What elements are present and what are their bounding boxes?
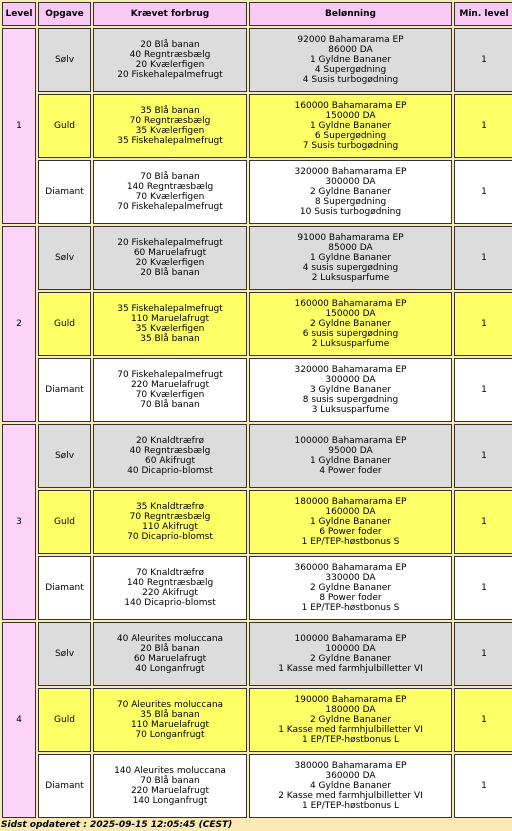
opgave-cell: Guld: [38, 292, 91, 356]
belonning-item: 91000 Bahamarama EP: [297, 233, 404, 243]
forbrug-item: 220 Maruelafrugt: [130, 380, 210, 390]
forbrug-item: 35 Blå banan: [140, 710, 200, 720]
min-level-cell: 1: [454, 622, 512, 686]
belonning-item: 1 EP/TEP-høstbonus L: [301, 801, 399, 811]
min-level-cell: 1: [454, 688, 512, 752]
belonning-item: 3 Gyldne Bananer: [309, 385, 392, 395]
level-cell: 4: [2, 622, 36, 818]
forbrug-item: 35 Kvælerfigen: [135, 126, 205, 136]
forbrug-cell: [93, 688, 247, 752]
belonning-item: 180000 Bahamarama EP: [294, 497, 407, 507]
opgave-cell: Sølv: [38, 226, 91, 290]
forbrug-cell: [93, 556, 247, 620]
forbrug-item: 35 Knaldtræfrø: [135, 502, 205, 512]
forbrug-item: 140 Regntræsbælg: [126, 182, 214, 192]
forbrug-item: 110 Akifrugt: [142, 522, 198, 532]
header-level: Level: [2, 2, 36, 26]
forbrug-item: 20 Blå banan: [140, 40, 200, 50]
belonning-cell: [249, 28, 452, 92]
forbrug-cell: [93, 94, 247, 158]
belonning-item: 2 Luksusparfume: [311, 273, 390, 283]
belonning-item: 330000 DA: [325, 573, 376, 583]
belonning-item: 6 Power foder: [319, 527, 382, 537]
header-opgave: Opgave: [38, 2, 91, 26]
belonning-cell: [249, 556, 452, 620]
belonning-item: 2 Kasse med farmhjulbilletter VI: [278, 791, 423, 801]
min-level-cell: 1: [454, 358, 512, 422]
belonning-item: 1 Gyldne Bananer: [309, 517, 392, 527]
forbrug-item: 220 Maruelafrugt: [130, 786, 210, 796]
table-row: [2, 94, 512, 158]
table-row: [2, 358, 512, 422]
belonning-item: 8 Power foder: [319, 593, 382, 603]
level-cell: 3: [2, 424, 36, 620]
forbrug-item: 20 Blå banan: [140, 644, 200, 654]
opgave-cell: Diamant: [38, 358, 91, 422]
forbrug-cell: [93, 358, 247, 422]
belonning-item: 1 Kasse med farmhjulbilletter VI: [278, 664, 423, 674]
min-level-cell: 1: [454, 754, 512, 818]
forbrug-cell: [93, 622, 247, 686]
table-row: [2, 754, 512, 818]
min-level-cell: 1: [454, 292, 512, 356]
belonning-cell: [249, 358, 452, 422]
forbrug-item: 140 Aleurites moluccana: [114, 766, 226, 776]
belonning-item: 360000 Bahamarama EP: [294, 563, 407, 573]
belonning-item: 7 Susis turbogødning: [302, 141, 399, 151]
forbrug-cell: [93, 28, 247, 92]
belonning-item: 8 Supergødning: [314, 197, 387, 207]
belonning-item: 4 Gyldne Bananer: [309, 781, 392, 791]
forbrug-item: 40 Longanfrugt: [135, 664, 205, 674]
belonning-item: 360000 DA: [325, 771, 376, 781]
forbrug-item: 70 Fiskehalepalmefrugt: [117, 202, 223, 212]
belonning-cell: [249, 622, 452, 686]
min-level-cell: 1: [454, 556, 512, 620]
belonning-item: 380000 Bahamarama EP: [294, 761, 407, 771]
belonning-item: 150000 DA: [325, 309, 376, 319]
min-level-cell: 1: [454, 160, 512, 224]
belonning-item: 2 Gyldne Bananer: [309, 319, 392, 329]
min-level-cell: 1: [454, 94, 512, 158]
belonning-item: 1 Gyldne Bananer: [309, 456, 392, 466]
forbrug-item: 60 Maruelafrugt: [133, 654, 207, 664]
forbrug-item: 20 Blå banan: [140, 268, 200, 278]
forbrug-item: 35 Blå banan: [140, 334, 200, 344]
min-level-cell: 1: [454, 490, 512, 554]
forbrug-item: 140 Longanfrugt: [132, 796, 208, 806]
belonning-cell: [249, 424, 452, 488]
belonning-item: 150000 DA: [325, 111, 376, 121]
forbrug-item: 40 Aleurites moluccana: [116, 634, 224, 644]
table-row: [2, 556, 512, 620]
forbrug-item: 110 Maruelafrugt: [130, 314, 210, 324]
belonning-item: 3 Luksusparfume: [311, 405, 390, 415]
belonning-item: 10 Susis turbogødning: [299, 207, 402, 217]
forbrug-item: 40 Regntræsbælg: [129, 50, 211, 60]
belonning-item: 2 Luksusparfume: [311, 339, 390, 349]
header-belonning: Belønning: [249, 2, 452, 26]
belonning-item: 100000 DA: [325, 644, 376, 654]
belonning-item: 4 Susis turbogødning: [302, 75, 399, 85]
forbrug-item: 40 Dicaprio-blomst: [127, 466, 213, 476]
belonning-item: 2 Gyldne Bananer: [309, 187, 392, 197]
table-row: [2, 424, 512, 488]
opgave-cell: Diamant: [38, 160, 91, 224]
belonning-cell: [249, 754, 452, 818]
belonning-item: 1 Gyldne Bananer: [309, 121, 392, 131]
forbrug-item: 20 Fiskehalepalmefrugt: [117, 70, 223, 80]
min-level-cell: 1: [454, 226, 512, 290]
last-updated-footer: Sidst opdateret : 2025-09-15 12:05:45 (CEST): [1, 820, 233, 830]
belonning-cell: [249, 94, 452, 158]
forbrug-item: 70 Knaldtræfrø: [135, 568, 205, 578]
table-row: [2, 490, 512, 554]
opgave-cell: Sølv: [38, 28, 91, 92]
belonning-item: 160000 Bahamarama EP: [294, 299, 407, 309]
forbrug-cell: [93, 292, 247, 356]
forbrug-cell: [93, 424, 247, 488]
header-forbrug: Krævet forbrug: [93, 2, 247, 26]
belonning-item: 160000 Bahamarama EP: [294, 101, 407, 111]
belonning-item: 100000 Bahamarama EP: [294, 634, 407, 644]
belonning-item: 160000 DA: [325, 507, 376, 517]
opgave-cell: Guld: [38, 490, 91, 554]
forbrug-item: 20 Kvælerfigen: [135, 258, 205, 268]
belonning-item: 95000 DA: [328, 446, 373, 456]
opgave-cell: Sølv: [38, 622, 91, 686]
belonning-item: 8 susis supergødning: [302, 395, 399, 405]
forbrug-cell: [93, 160, 247, 224]
forbrug-item: 70 Blå banan: [140, 172, 200, 182]
table-body: [2, 28, 512, 818]
belonning-cell: [249, 292, 452, 356]
belonning-item: 85000 DA: [328, 243, 373, 253]
forbrug-item: 70 Kvælerfigen: [135, 390, 205, 400]
forbrug-item: 220 Akifrugt: [142, 588, 198, 598]
forbrug-item: 20 Kvælerfigen: [135, 60, 205, 70]
belonning-item: 1 Kasse med farmhjulbilletter VI: [278, 725, 423, 735]
belonning-item: 300000 DA: [325, 375, 376, 385]
table-row: [2, 160, 512, 224]
belonning-item: 100000 Bahamarama EP: [294, 436, 407, 446]
forbrug-item: 70 Dicaprio-blomst: [127, 532, 213, 542]
belonning-item: 6 Supergødning: [314, 131, 387, 141]
forbrug-item: 60 Maruelafrugt: [133, 248, 207, 258]
forbrug-item: 60 Akifrugt: [145, 456, 195, 466]
belonning-item: 190000 Bahamarama EP: [294, 695, 407, 705]
min-level-cell: 1: [454, 424, 512, 488]
belonning-item: 180000 DA: [325, 705, 376, 715]
forbrug-item: 70 Fiskehalepalmefrugt: [117, 370, 223, 380]
forbrug-item: 40 Regntræsbælg: [129, 446, 211, 456]
belonning-item: 1 EP/TEP-høstbonus S: [301, 537, 400, 547]
forbrug-item: 70 Kvælerfigen: [135, 192, 205, 202]
header-row: [2, 2, 512, 26]
table-row: [2, 292, 512, 356]
forbrug-item: 35 Kvælerfigen: [135, 324, 205, 334]
forbrug-item: 70 Blå banan: [140, 400, 200, 410]
belonning-item: 1 Gyldne Bananer: [309, 253, 392, 263]
belonning-item: 1 EP/TEP-høstbonus L: [301, 735, 399, 745]
forbrug-cell: [93, 490, 247, 554]
forbrug-item: 35 Fiskehalepalmefrugt: [117, 136, 223, 146]
belonning-item: 2 Gyldne Bananer: [309, 715, 392, 725]
forbrug-item: 35 Fiskehalepalmefrugt: [117, 304, 223, 314]
forbrug-item: 70 Blå banan: [140, 776, 200, 786]
header-min-level: Min. level: [454, 2, 512, 26]
belonning-item: 320000 Bahamarama EP: [294, 365, 407, 375]
belonning-item: 92000 Bahamarama EP: [297, 35, 404, 45]
belonning-item: 2 Gyldne Bananer: [309, 583, 392, 593]
belonning-cell: [249, 226, 452, 290]
belonning-cell: [249, 490, 452, 554]
forbrug-item: 140 Regntræsbælg: [126, 578, 214, 588]
forbrug-item: 110 Maruelafrugt: [130, 720, 210, 730]
belonning-item: 1 Gyldne Bananer: [309, 55, 392, 65]
belonning-cell: [249, 160, 452, 224]
belonning-item: 4 Power foder: [319, 466, 382, 476]
opgave-cell: Guld: [38, 94, 91, 158]
opgave-cell: Diamant: [38, 754, 91, 818]
forbrug-item: 140 Dicaprio-blomst: [124, 598, 216, 608]
belonning-item: 1 EP/TEP-høstbonus S: [301, 603, 400, 613]
belonning-item: 86000 DA: [328, 45, 373, 55]
belonning-item: 4 Supergødning: [314, 65, 387, 75]
opgave-cell: Diamant: [38, 556, 91, 620]
belonning-item: 6 susis supergødning: [302, 329, 399, 339]
forbrug-item: 70 Regntræsbælg: [129, 512, 211, 522]
table-row: [2, 226, 512, 290]
belonning-cell: [249, 688, 452, 752]
table-row: [2, 688, 512, 752]
belonning-item: 4 susis supergødning: [302, 263, 399, 273]
table-row: [2, 622, 512, 686]
belonning-item: 320000 Bahamarama EP: [294, 167, 407, 177]
forbrug-item: 35 Blå banan: [140, 106, 200, 116]
belonning-item: 2 Gyldne Bananer: [309, 654, 392, 664]
belonning-item: 300000 DA: [325, 177, 376, 187]
forbrug-item: 70 Longanfrugt: [135, 730, 205, 740]
forbrug-item: 70 Regntræsbælg: [129, 116, 211, 126]
forbrug-cell: [93, 226, 247, 290]
forbrug-item: 20 Knaldtræfrø: [135, 436, 205, 446]
min-level-cell: 1: [454, 28, 512, 92]
level-cell: 2: [2, 226, 36, 422]
forbrug-item: 20 Fiskehalepalmefrugt: [117, 238, 223, 248]
table-row: [2, 28, 512, 92]
level-cell: 1: [2, 28, 36, 224]
opgave-cell: Guld: [38, 688, 91, 752]
opgave-cell: Sølv: [38, 424, 91, 488]
forbrug-item: 70 Aleurites moluccana: [116, 700, 224, 710]
forbrug-cell: [93, 754, 247, 818]
